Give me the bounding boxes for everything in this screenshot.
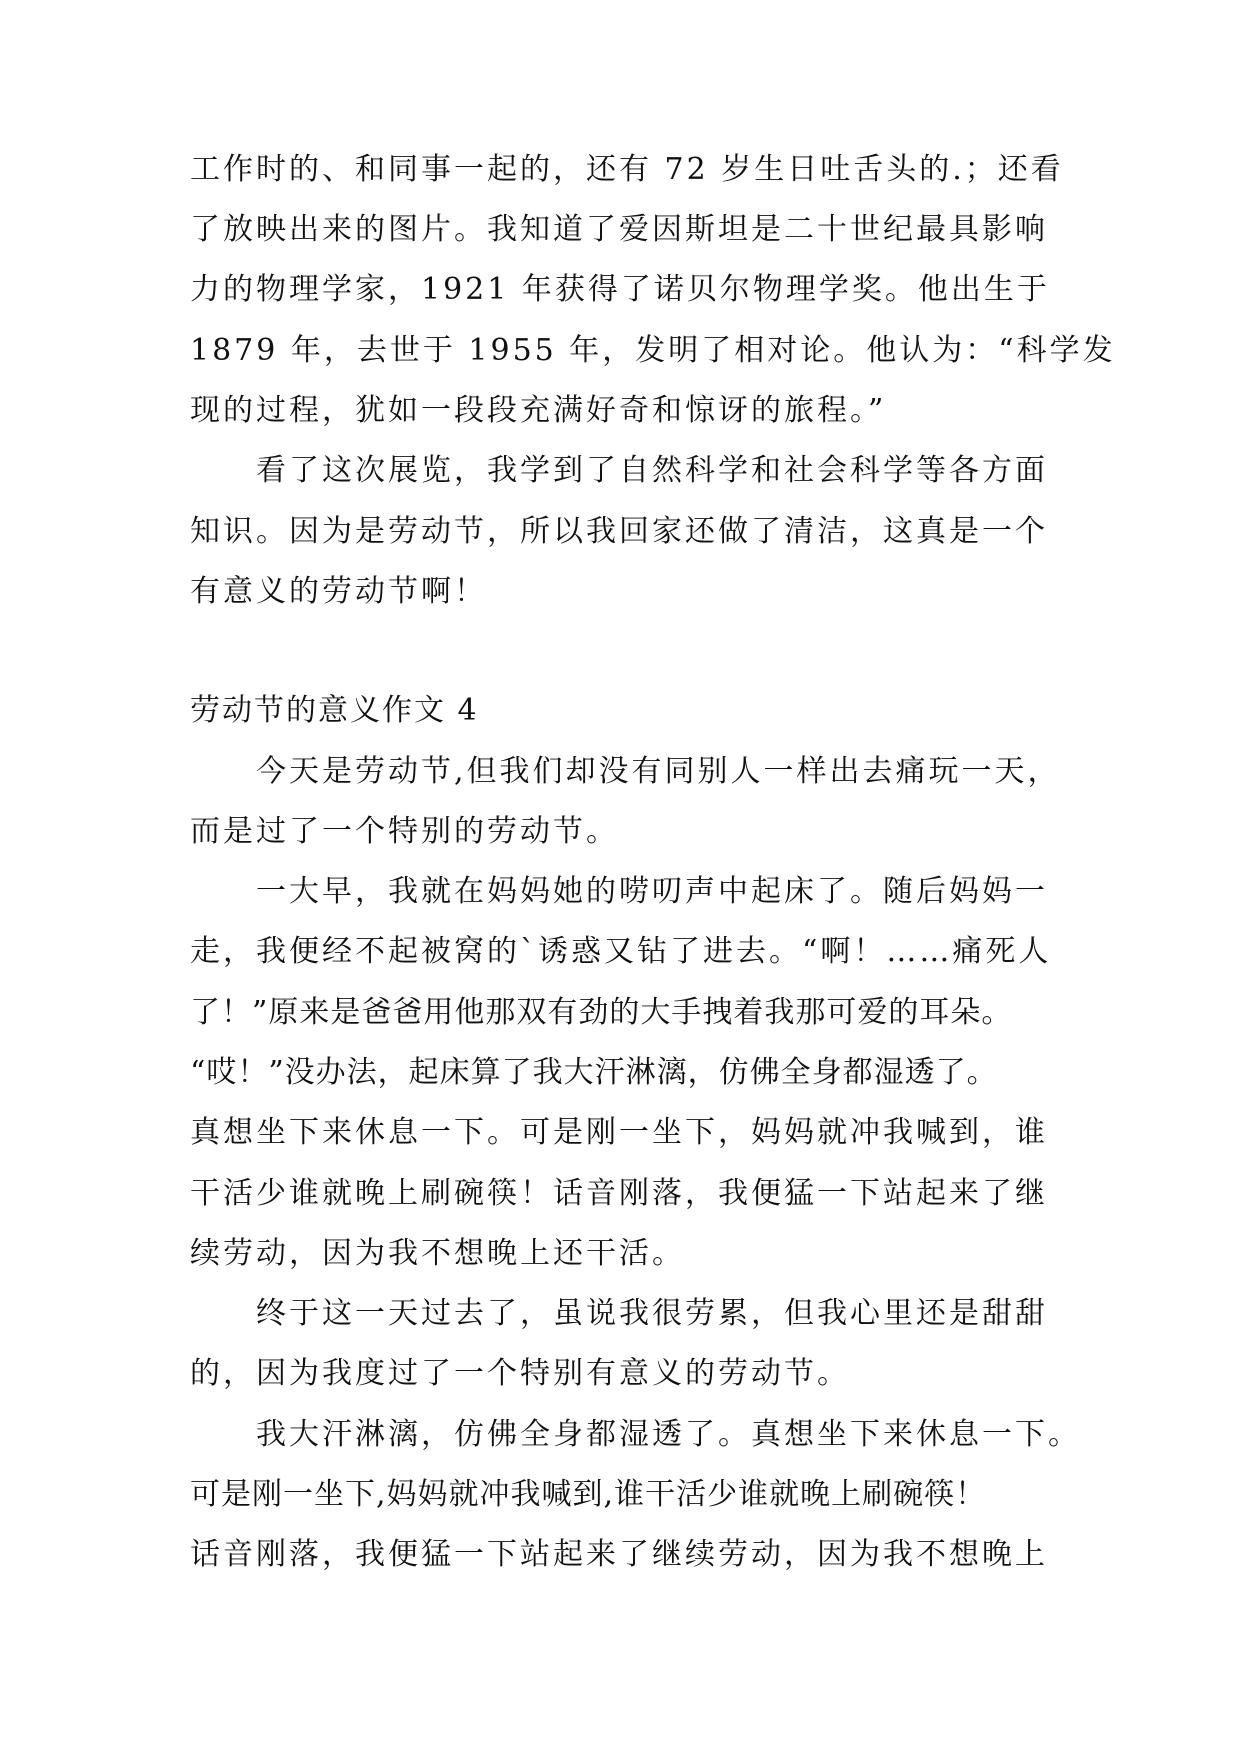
text-line: 1879 年，去世于 1955 年，发明了相对论。他认为：“科学发	[190, 333, 1116, 368]
text-line: 力的物理学家，1921 年获得了诺贝尔物理学奖。他出生于	[190, 272, 1050, 307]
text-line: “哎！”没办法，起床算了我大汗淋漓，仿佛全身都湿透了。	[190, 1055, 998, 1090]
section-title: 劳动节的意义作文 4	[190, 693, 479, 728]
text-line: 了放映出来的图片。我知道了爱因斯坦是二十世纪最具影响	[190, 212, 1048, 247]
text-line: 今天是劳动节,但我们却没有同别人一样出去痛玩一天，	[256, 754, 1061, 789]
text-line: 了！”原来是爸爸用他那双有劲的大手拽着我那可爱的耳朵。	[190, 995, 1013, 1030]
text-line: 工作时的、和同事一起的，还有 72 岁生日吐舌头的.；还看	[190, 152, 1064, 187]
text-line: 话音刚落，我便猛一下站起来了继续劳动，因为我不想晚上	[190, 1537, 1048, 1572]
text-line: 一大早，我就在妈妈她的唠叨声中起床了。随后妈妈一	[256, 874, 1048, 909]
text-line: 看了这次展览，我学到了自然科学和社会科学等各方面	[256, 453, 1048, 488]
text-line: 可是刚一坐下,妈妈就冲我喊到,谁干活少谁就晚上刷碗筷！	[190, 1477, 987, 1512]
text-line: 我大汗淋漓，仿佛全身都湿透了。真想坐下来休息一下。	[256, 1417, 1081, 1452]
text-line: 续劳动，因为我不想晚上还干活。	[190, 1236, 685, 1271]
text-line: 而是过了一个特别的劳动节。	[190, 814, 619, 849]
text-line: 知识。因为是劳动节，所以我回家还做了清洁，这真是一个	[190, 514, 1048, 549]
text-line: 真想坐下来休息一下。可是刚一坐下，妈妈就冲我喊到，谁	[190, 1115, 1048, 1150]
text-line: 的，因为我度过了一个特别有意义的劳动节。	[190, 1356, 850, 1391]
text-line: 终于这一天过去了，虽说我很劳累，但我心里还是甜甜	[256, 1296, 1048, 1331]
text-line: 走，我便经不起被窝的`诱惑又钻了进去。“啊！……痛死人	[190, 934, 1052, 969]
text-line: 干活少谁就晚上刷碗筷！话音刚落，我便猛一下站起来了继	[190, 1176, 1048, 1211]
text-line: 现的过程，犹如一段段充满好奇和惊讶的旅程。”	[190, 393, 887, 428]
text-line: 有意义的劳动节啊！	[190, 574, 487, 609]
